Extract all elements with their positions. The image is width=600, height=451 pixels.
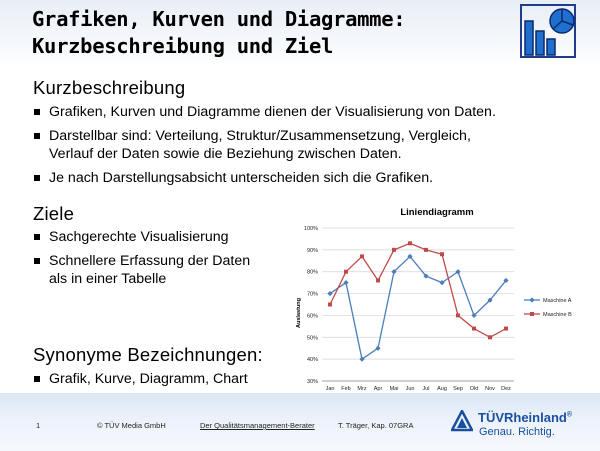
tuv-brand: TÜVRheinland®: [478, 410, 573, 425]
chart-y-tick-label: 40%: [306, 357, 318, 364]
chart-x-tick-label: Sep: [453, 386, 463, 392]
chart-x-tick-label: Jan: [325, 386, 335, 392]
list-item: Grafiken, Kurven und Diagramme dienen der Visualisierung von Daten.: [33, 103, 593, 121]
page-number: 1: [36, 421, 41, 430]
chart-y-tick-label: 70%: [306, 291, 318, 298]
bullet-list-ziele: [33, 228, 283, 288]
chart-point: [360, 254, 364, 258]
chart-x-tick-label: Okt: [469, 386, 479, 392]
list-item: Darstellbar sind: Verteilung, Struktur/Zusammensetzung, Vergleich,: [33, 127, 593, 145]
chart-point: [408, 241, 412, 245]
tuv-triangle-logo-icon: [451, 410, 473, 432]
chart-title: Liniendiagramm: [400, 207, 474, 218]
chart-y-tick-label: 90%: [306, 247, 318, 254]
legend-marker: [530, 312, 534, 316]
footer-copyright: © TÜV Media GmbH: [97, 421, 166, 430]
chart-series-line: [330, 243, 506, 337]
legend-label: Maschine B: [543, 312, 572, 318]
chart-y-axis-label: Auslastung: [296, 298, 302, 328]
chart-x-tick-label: Nov: [485, 386, 495, 392]
chart-point: [424, 248, 428, 252]
footer-author: T. Träger, Kap. 07GRA: [338, 421, 414, 430]
chart-x-tick-label: Feb: [341, 386, 351, 392]
list-item: Schnellere Erfassung der Daten: [33, 252, 283, 270]
chart-point: [456, 313, 460, 317]
chart-x-tick-label: Dez: [501, 386, 511, 392]
chart-x-tick-label: Jul: [422, 386, 430, 392]
chart-point: [488, 335, 492, 339]
heading-kurzbeschreibung: Kurzbeschreibung: [33, 77, 186, 98]
chart-x-tick-label: Mrz: [357, 386, 367, 392]
chart-point: [440, 252, 444, 256]
chart-logo-icon: [519, 3, 577, 59]
list-item: Je nach Darstellungsabsicht unterscheiden sich die Grafiken.: [33, 169, 593, 187]
chart-point: [504, 327, 508, 331]
chart-x-tick-label: Mai: [389, 386, 399, 392]
chart-point: [344, 270, 348, 274]
heading-ziele: Ziele: [33, 203, 75, 224]
line-chart: [284, 200, 600, 400]
chart-x-tick-label: Jun: [405, 386, 415, 392]
chart-y-tick-label: 30%: [306, 379, 318, 385]
chart-y-tick-label: 50%: [306, 335, 318, 342]
list-item: Sachgerechte Visualisierung: [33, 228, 283, 246]
list-item: Grafik, Kurve, Diagramm, Chart: [33, 370, 293, 388]
chart-point: [376, 278, 380, 282]
chart-y-tick-label: 60%: [306, 313, 318, 320]
title-line-2: Kurzbeschreibung und Ziel: [32, 34, 334, 58]
bullet-list-synonyme: [33, 370, 293, 388]
chart-y-tick-label: 100%: [303, 226, 318, 232]
legend-marker: [529, 297, 534, 302]
footer-book-link[interactable]: Der Qualitätsmanagement-Berater: [200, 421, 315, 430]
chart-point: [392, 248, 396, 252]
list-item-continuation: als in einer Tabelle: [49, 271, 167, 287]
chart-point: [328, 303, 332, 307]
tuv-slogan: Genau. Richtig.: [479, 426, 555, 438]
heading-synonyme: Synonyme Bezeichnungen:: [33, 344, 263, 365]
chart-point: [472, 327, 476, 331]
page-title: [32, 6, 405, 60]
chart-y-tick-label: 80%: [306, 269, 318, 276]
chart-x-tick-label: Aug: [437, 386, 447, 392]
legend-label: Maschine A: [543, 298, 572, 304]
bullet-list-kurzbeschreibung: [33, 103, 593, 187]
title-line-1: Grafiken, Kurven und Diagramme:: [32, 7, 406, 31]
chart-x-tick-label: Apr: [373, 386, 383, 392]
list-item-continuation: Verlauf der Daten sowie die Beziehung zwischen Daten.: [49, 146, 402, 162]
